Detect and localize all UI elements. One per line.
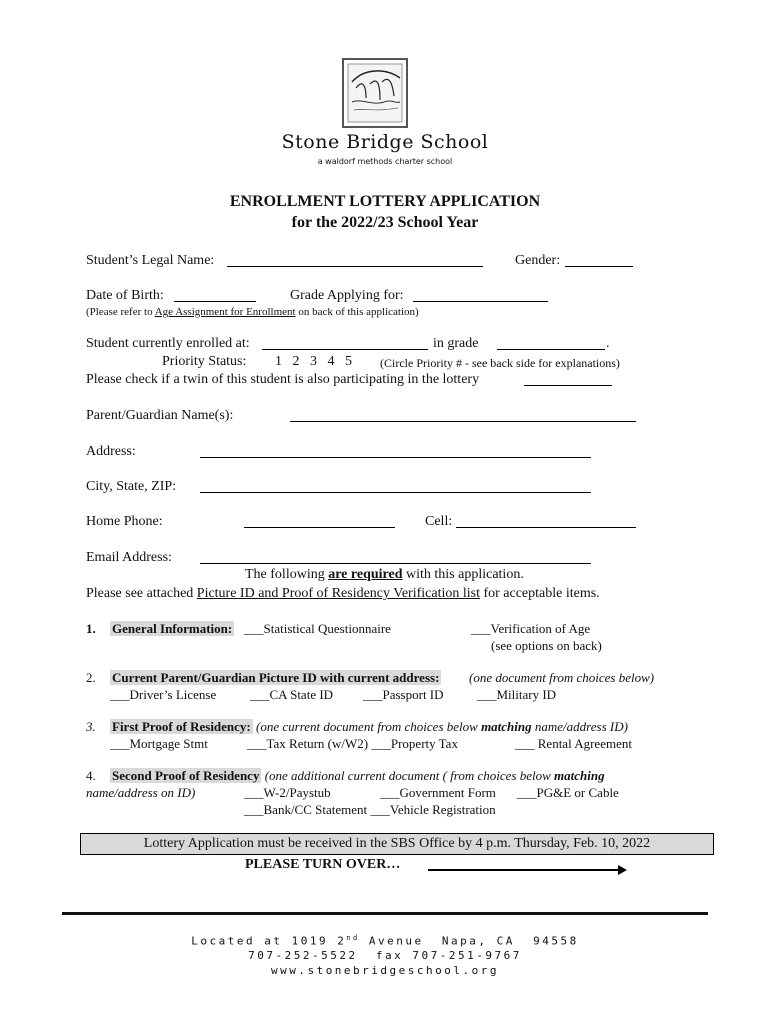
verification-of-age-note: (see options on back) xyxy=(491,638,602,653)
email-field[interactable] xyxy=(200,551,591,564)
passport-id-item[interactable]: ___Passport ID xyxy=(363,687,444,702)
period: . xyxy=(606,336,610,351)
age-note: (Please refer to Age Assignment for Enrollment on back of this application) xyxy=(86,306,419,318)
government-form-item[interactable]: ___Government Form xyxy=(380,785,496,800)
deadline-notice: Lottery Application must be received in the SBS Office by 4 p.m. Thursday, Feb. 10, 2022 xyxy=(80,833,714,855)
pge-cable-item[interactable]: ___PG&E or Cable xyxy=(517,785,619,800)
school-name: Stone Bridge School xyxy=(281,131,489,153)
city-label: City, State, ZIP: xyxy=(86,479,177,494)
turn-over-text: PLEASE TURN OVER… xyxy=(245,857,401,872)
section-1-title: General Information: xyxy=(112,621,233,636)
grade-applying-label: Grade Applying for: xyxy=(290,288,404,303)
gender-field[interactable] xyxy=(565,254,633,267)
tax-return-property-tax-item[interactable]: ___Tax Return (w/W2) ___Property Tax xyxy=(247,736,458,751)
home-phone-field[interactable] xyxy=(244,515,395,528)
legal-name-field[interactable] xyxy=(227,254,483,267)
verification-of-age-item[interactable]: ___Verification of Age xyxy=(471,621,591,636)
grade-applying-field[interactable] xyxy=(413,289,548,302)
cell-field[interactable] xyxy=(456,515,636,528)
requirements-intro: The following are required with this application. xyxy=(245,567,524,582)
section-3-number: 3. xyxy=(86,719,96,734)
enrolled-at-field[interactable] xyxy=(262,337,428,350)
footer-website[interactable]: www.stonebridgeschool.org xyxy=(270,964,500,977)
school-tagline: a waldorf methods charter school xyxy=(317,157,453,166)
drivers-license-item[interactable]: ___Driver’s License xyxy=(110,687,217,702)
verification-list-link[interactable]: Picture ID and Proof of Residency Verification list xyxy=(196,586,480,601)
w2-paystub-item[interactable]: ___W-2/Paystub xyxy=(244,785,331,800)
city-field[interactable] xyxy=(200,480,591,493)
ca-state-id-item[interactable]: ___CA State ID xyxy=(250,687,334,702)
section-1-number: 1. xyxy=(86,621,96,636)
cell-label: Cell: xyxy=(425,514,453,529)
statistical-questionnaire-item[interactable]: ___Statistical Questionnaire xyxy=(244,621,391,636)
priority-note: (Circle Priority # - see back side for explanations) xyxy=(380,356,620,370)
section-4-note-line2: name/address on ID) xyxy=(86,785,196,800)
rental-agreement-item[interactable]: ___ Rental Agreement xyxy=(515,736,632,751)
footer-phones: 707-252-5522 fax 707-251-9767 xyxy=(248,949,522,962)
form-title: ENROLLMENT LOTTERY APPLICATION xyxy=(229,193,541,210)
parent-label: Parent/Guardian Name(s): xyxy=(86,408,234,423)
email-label: Email Address: xyxy=(86,550,172,565)
section-4-number: 4. xyxy=(86,768,96,783)
footer-divider xyxy=(62,912,708,915)
twin-field[interactable] xyxy=(524,373,612,386)
right-arrow-icon xyxy=(428,863,628,881)
gender-label: Gender: xyxy=(515,253,561,268)
legal-name-label: Student’s Legal Name: xyxy=(86,253,215,268)
mortgage-stmt-item[interactable]: ___Mortgage Stmt xyxy=(110,736,208,751)
age-assignment-link[interactable]: Age Assignment for Enrollment xyxy=(154,306,296,318)
twin-label: Please check if a twin of this student is also participating in the lottery xyxy=(86,372,480,387)
enrolled-at-label: Student currently enrolled at: xyxy=(86,336,250,351)
form-subtitle: for the 2022/23 School Year xyxy=(291,214,479,231)
section-2-number: 2. xyxy=(86,670,96,685)
dob-field[interactable] xyxy=(174,289,256,302)
military-id-item[interactable]: ___Military ID xyxy=(477,687,557,702)
section-4-title: Second Proof of Residency (one additional current document ( from choices below matching xyxy=(112,768,605,783)
footer-address: Located at 1019 2nd Avenue Napa, CA 94558 xyxy=(191,934,579,948)
section-2-title: Current Parent/Guardian Picture ID with current address: xyxy=(112,670,440,685)
section-3-title: First Proof of Residency: (one current document from choices below matching name/address ID) xyxy=(112,719,628,734)
priority-label: Priority Status: xyxy=(162,354,247,369)
parent-field[interactable] xyxy=(290,409,636,422)
in-grade-label: in grade xyxy=(433,336,479,351)
bank-vehicle-item[interactable]: ___Bank/CC Statement ___Vehicle Registration xyxy=(244,802,496,817)
bridge-logo-icon xyxy=(342,58,408,128)
in-grade-field[interactable] xyxy=(497,337,605,350)
requirements-see-list: Please see attached Picture ID and Proof of Residency Verification list for acceptable items. xyxy=(86,586,600,601)
home-phone-label: Home Phone: xyxy=(86,514,163,529)
priority-options[interactable]: 1 2 3 4 5 xyxy=(275,354,352,369)
dob-label: Date of Birth: xyxy=(86,288,164,303)
address-label: Address: xyxy=(86,444,136,459)
address-field[interactable] xyxy=(200,445,591,458)
section-2-note: (one document from choices below) xyxy=(469,670,655,685)
